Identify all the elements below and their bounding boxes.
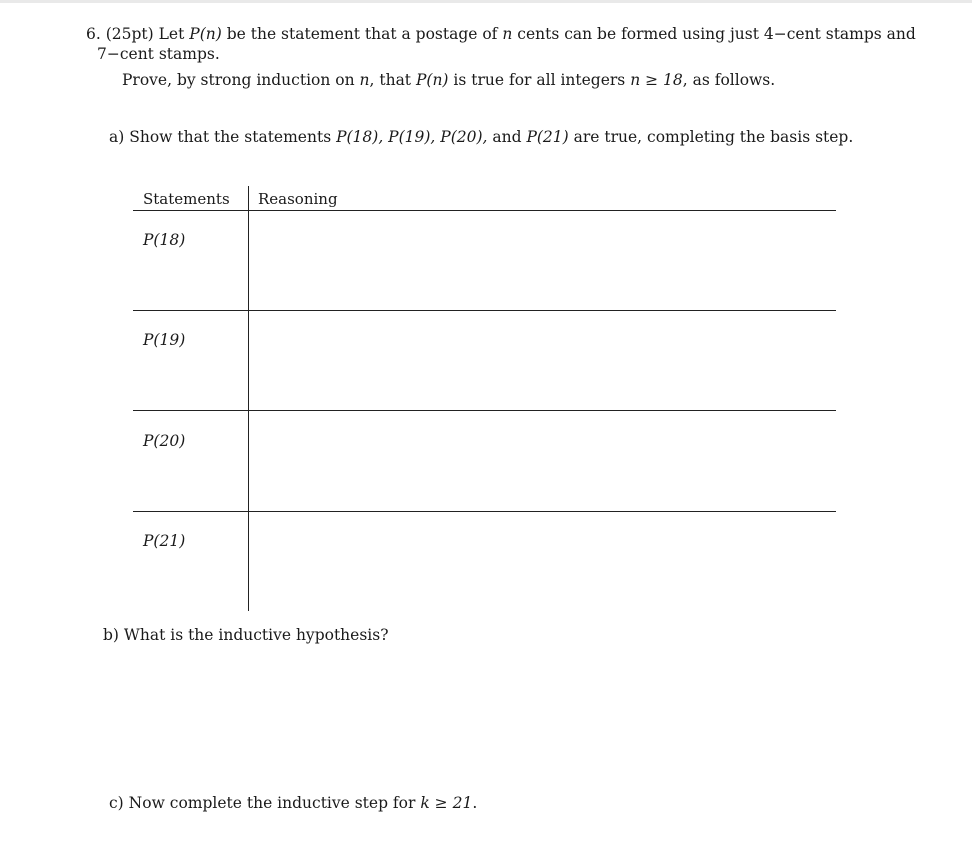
math-n: n <box>359 71 370 89</box>
problem-line-1 <box>86 24 916 44</box>
part-a-text: Show that the statements <box>129 128 337 146</box>
part-b-text: What is the inductive hypothesis? <box>123 626 389 644</box>
math-k-inequality: k ≥ 21 <box>420 794 473 812</box>
table-row-divider <box>133 511 836 512</box>
part-c-question <box>109 793 477 813</box>
math-last-statement: P(21) <box>526 128 569 146</box>
part-a-text: and <box>487 128 527 146</box>
problem-text: cents can be formed using just 4−cent stamps and <box>512 25 916 43</box>
table-row-statement-p19: P(19) <box>143 331 186 349</box>
table-column-divider <box>248 186 249 611</box>
part-b-label: b) <box>103 626 119 644</box>
part-c-text: Now complete the inductive step for <box>128 794 421 812</box>
problem-text: be the statement that a postage of <box>221 25 503 43</box>
math-n: n <box>502 25 513 43</box>
part-c-text: . <box>472 794 478 812</box>
part-b-question <box>103 625 389 645</box>
table-header-rule <box>133 210 836 211</box>
problem-number: 6. <box>86 25 101 43</box>
math-pn: P(n) <box>415 71 449 89</box>
part-a-question <box>109 127 853 147</box>
part-a-text: are true, completing the basis step. <box>568 128 854 146</box>
math-inequality: n ≥ 18 <box>630 71 683 89</box>
table-row-divider <box>133 410 836 411</box>
problem-text: 7−cent stamps. <box>97 45 220 63</box>
part-a-label: a) <box>109 128 125 146</box>
problem-text: , that <box>369 71 416 89</box>
problem-line-3 <box>122 70 775 90</box>
column-header-statements: Statements <box>143 190 230 208</box>
top-border <box>0 0 972 3</box>
problem-text: Let <box>158 25 190 43</box>
math-pn: P(n) <box>189 25 222 43</box>
table-row-statement-p20: P(20) <box>143 432 186 450</box>
problem-line-2 <box>97 44 220 64</box>
math-statements: P(18), P(19), P(20), <box>336 128 488 146</box>
table-row-statement-p21: P(21) <box>143 532 186 550</box>
problem-text: is true for all integers <box>448 71 631 89</box>
column-header-reasoning: Reasoning <box>258 190 338 208</box>
table-row-statement-p18: P(18) <box>143 231 186 249</box>
table-row-divider <box>133 310 836 311</box>
problem-points: (25pt) <box>105 25 154 43</box>
problem-text: , as follows. <box>682 71 776 89</box>
problem-text: Prove, by strong induction on <box>122 71 360 89</box>
part-c-label: c) <box>109 794 124 812</box>
